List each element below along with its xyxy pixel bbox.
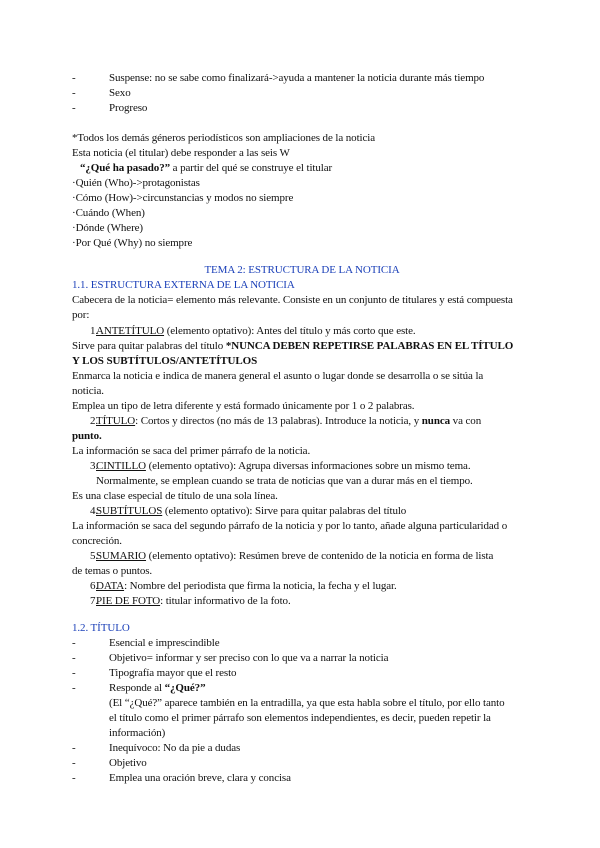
paragraph-line: de temas o puntos.: [72, 565, 153, 577]
six-w-intro: Esta noticia (el titular) debe responder a las seis W: [72, 147, 290, 159]
item-number: 6.: [89, 580, 98, 592]
bullet-dash: -: [72, 757, 76, 769]
item-term: PIE DE FOTO: [96, 595, 161, 607]
paragraph-line: La información se saca del segundo párrafo de la noticia y por lo tanto, añade alguna particularidad o: [72, 520, 508, 532]
paragraph-line: Emplea un tipo de letra diferente y está formado únicamente por 1 o 2 palabras.: [72, 400, 415, 412]
bullet-text: Tipografía mayor que el resto: [109, 667, 237, 679]
paragraph-line: [72, 339, 513, 354]
bullet-dash: -: [72, 87, 76, 99]
w-item: ·Cómo (How)->circunstancias y modos no siempre: [72, 192, 294, 204]
sirve-text: Sirve para quitar palabras del título: [72, 340, 226, 352]
question-rest: a partir del qué se construye el titular: [170, 162, 333, 174]
paragraph-line: Es una clase especial de título de una sola línea.: [72, 490, 278, 502]
paragraph-line: noticia.: [72, 385, 104, 397]
w-item: ·Por Qué (Why) no siempre: [72, 237, 193, 249]
tema-title: TEMA 2: ESTRUCTURA DE LA NOTICIA: [204, 264, 400, 276]
item-term: DATA: [96, 580, 125, 592]
item-number: 7.: [89, 595, 98, 607]
item-desc-end: va con: [450, 415, 482, 427]
bullet-text: Objetivo= informar y ser preciso con lo que va a narrar la noticia: [109, 652, 389, 664]
bullet-dash: -: [72, 637, 76, 649]
item-desc: (elemento optativo): Sirve para quitar palabras del título: [162, 505, 407, 517]
item-desc: (elemento optativo): Agrupa diversas informaciones sobre un mismo tema.: [145, 460, 471, 472]
w-item: ·Quién (Who)->protagonistas: [72, 177, 200, 189]
question-bold: “¿Qué ha pasado?”: [80, 162, 170, 174]
bullet-text: Responde al: [109, 682, 165, 694]
section-heading: 1.1. ESTRUCTURA EXTERNA DE LA NOTICIA: [72, 279, 295, 291]
bullet-text: Emplea una oración breve, clara y concisa: [109, 772, 291, 784]
bullet-bold: “¿Qué?”: [164, 682, 206, 694]
paragraph-line: concreción.: [72, 535, 122, 547]
bullet-dash: -: [72, 667, 76, 679]
bullet-dash: -: [72, 102, 76, 114]
item-number: 2.: [89, 415, 98, 427]
item-term: SUBTÍTULOS: [96, 505, 163, 517]
item-desc: : Nombre del periodista que firma la noticia, la fecha y el lugar.: [124, 580, 397, 592]
item-number: 4.: [89, 505, 98, 517]
item-term: SUMARIO: [96, 550, 147, 562]
paragraph-line: Normalmente, se emplean cuando se trata de noticias que van a durar más en el tiempo.: [96, 475, 473, 487]
item-number: 3.: [89, 460, 98, 472]
bullet-text: Suspense: no se sabe como finalizará->ayuda a mantener la noticia durante más tiempo: [109, 72, 485, 84]
note-text: *Todos los demás géneros periodísticos son ampliaciones de la noticia: [72, 132, 376, 144]
item-term: CINTILLO: [96, 460, 146, 472]
bullet-continuation: el título como el primer párrafo son elementos independientes, es decir, pueden repetir la: [109, 712, 491, 724]
question-line: [80, 161, 332, 176]
sirve-bold-2: Y LOS SUBTÍTULOS/ANTETÍTULOS: [72, 355, 258, 367]
item-bold: nunca: [421, 415, 451, 427]
item-term: TÍTULO: [96, 415, 136, 427]
paragraph-line: [72, 429, 102, 444]
w-item: ·Dónde (Where): [72, 222, 143, 234]
item-desc: (elemento optativo): Resúmen breve de contenido de la noticia en forma de lista: [146, 550, 494, 562]
bullet-continuation: información): [109, 727, 166, 739]
bullet-dash: -: [72, 772, 76, 784]
paragraph-line: [72, 354, 257, 369]
paragraph-line: Enmarca la noticia e indica de manera general el asunto o lugar donde se desarrolla o se sitúa la: [72, 370, 484, 382]
bullet-dash: -: [72, 652, 76, 664]
item-desc: : Cortos y directos (no más de 13 palabras). Introduce la noticia, y: [135, 415, 422, 427]
paragraph-line: La información se saca del primer párrafo de la noticia.: [72, 445, 311, 457]
item-desc: : titular informativo de la foto.: [160, 595, 291, 607]
w-item: ·Cuándo (When): [72, 207, 145, 219]
bullet-dash: -: [72, 682, 76, 694]
sirve-bold: *NUNCA DEBEN REPETIRSE PALABRAS EN EL TÍTULO: [225, 340, 514, 352]
bullet-dash: -: [72, 742, 76, 754]
bullet-text: Esencial e imprescindible: [109, 637, 220, 649]
bullet-dash: -: [72, 72, 76, 84]
bullet-text: Sexo: [109, 87, 131, 99]
paragraph-line: Cabecera de la noticia= elemento más relevante. Consiste en un conjunto de titulares y está compuesta: [72, 294, 513, 306]
item-bold-continued: punto.: [72, 430, 102, 442]
item-desc: (elemento optativo): Antes del título y más corto que este.: [164, 325, 416, 337]
bullet-text: Objetivo: [109, 757, 147, 769]
bullet-continuation: (El “¿Qué?” aparece también en la entradilla, ya que esta habla sobre el título, por ello tanto: [109, 697, 505, 709]
item-term: ANTETÍTULO: [96, 325, 165, 337]
item-number: 1.: [89, 325, 98, 337]
section-heading: 1.2. TÍTULO: [72, 622, 130, 634]
paragraph-line: por:: [72, 309, 90, 321]
bullet-text: Progreso: [109, 102, 148, 114]
item-number: 5.: [89, 550, 98, 562]
bullet-text: Inequívoco: No da pie a dudas: [109, 742, 241, 754]
